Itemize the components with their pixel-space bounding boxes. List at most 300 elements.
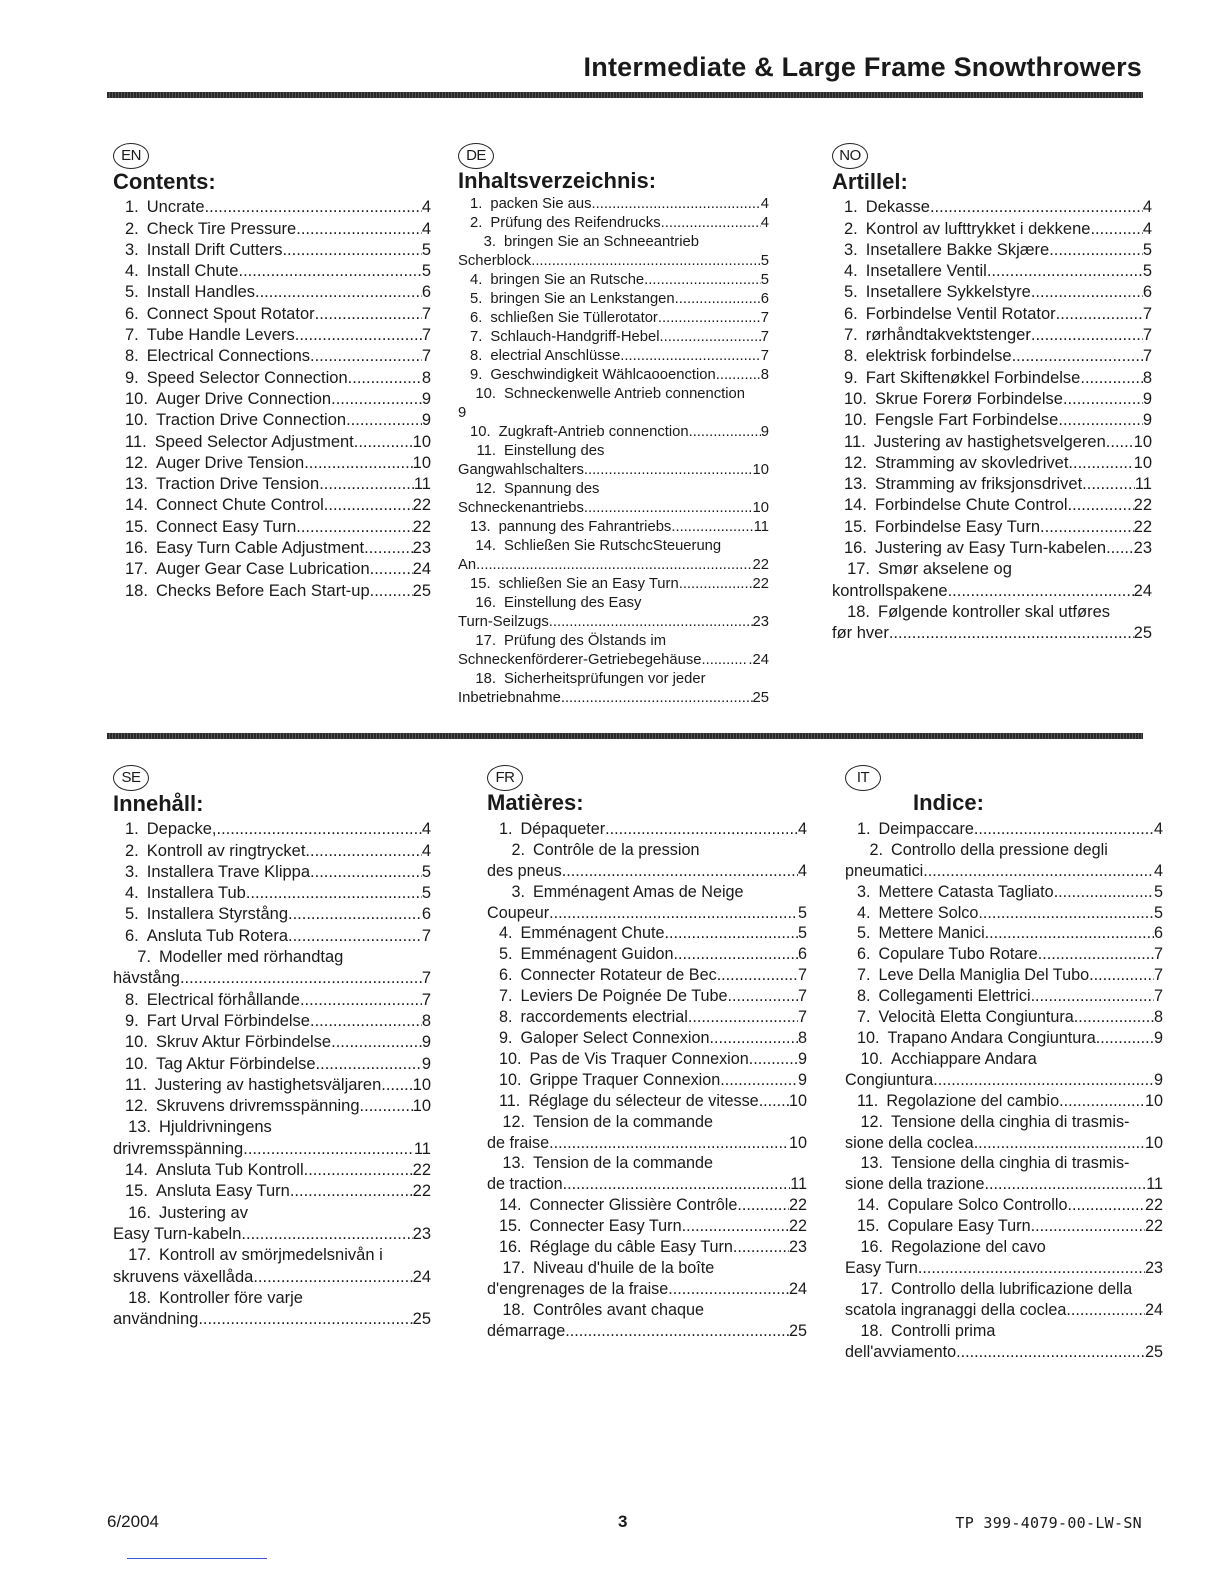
entry-label: Justering av (159, 1203, 248, 1222)
entry-page: 8 (421, 1011, 431, 1030)
entry-number: 8. (857, 987, 871, 1006)
toc-entry (113, 410, 431, 431)
dot-leader (620, 347, 760, 366)
entry-label: Collegamenti Elettrici (878, 987, 1031, 1006)
dot-leader (238, 261, 421, 282)
entry-page: 10 (412, 1075, 431, 1094)
entry-number: 6. (125, 926, 139, 945)
entry-page: 4 (421, 820, 431, 839)
dot-leader (668, 1279, 789, 1300)
entry-page: 10 (1133, 432, 1152, 451)
entry-page: 22 (412, 1161, 431, 1180)
toc-entry (113, 904, 431, 925)
entry-number: 14. (499, 1196, 522, 1215)
entry-label: Prüfung des Ölstands im (504, 633, 667, 649)
dot-leader (689, 423, 761, 442)
entry-label: Forbindelse Chute Control (874, 496, 1068, 515)
entry-label-continued: kontrollspakene (832, 581, 948, 600)
entry-number: 13. (844, 475, 867, 494)
entry-number: 9. (125, 368, 139, 387)
entry-label: Einstellung des Easy (504, 595, 642, 611)
toc-entry (113, 197, 431, 218)
entry-page: 6 (1153, 924, 1163, 943)
entry-page: 5 (1142, 262, 1152, 281)
entry-page: 23 (752, 614, 769, 630)
dot-leader (710, 1028, 798, 1049)
entry-number: 5. (470, 291, 483, 307)
entry-number: 7. (137, 948, 151, 967)
entry-number: 11. (857, 1091, 879, 1110)
entry-page: 23 (788, 1238, 807, 1257)
entry-label-continued: Gangwahlschalters (458, 462, 584, 478)
entry-number: 16. (125, 539, 148, 558)
section-it (845, 765, 1163, 1362)
entry-page: 7 (421, 347, 431, 366)
entry-page: 8 (797, 1028, 807, 1047)
toc-entry (113, 368, 431, 389)
dot-leader (759, 1091, 789, 1112)
entry-label: Galoper Select Connexion (520, 1028, 710, 1047)
link-underline[interactable] (127, 1558, 267, 1559)
entry-page: 22 (752, 576, 769, 592)
entry-label: Install Drift Cutters (146, 240, 283, 259)
entry-label: electrial Anschlüsse (490, 348, 621, 364)
dot-leader (346, 410, 422, 431)
entry-label: Tension de la commande (533, 1112, 713, 1131)
entry-number: 3. (844, 240, 858, 259)
toc-entry (845, 986, 1163, 1007)
toc-entry (832, 495, 1152, 516)
toc-entry (487, 1300, 807, 1342)
entry-number: 6. (499, 966, 513, 985)
toc-entry (845, 1237, 1163, 1279)
entry-label: Forbindelse Easy Turn (874, 517, 1041, 536)
entry-number: 10. (860, 1049, 883, 1068)
entry-label-continued: Schneckenförderer-Getriebegehäuse (458, 652, 702, 668)
entry-label: Justering av Easy Turn-kabelen (874, 539, 1107, 558)
entry-label: Tube Handle Levers (146, 326, 295, 345)
entry-page: 5 (421, 862, 431, 881)
entry-number: 7. (125, 326, 139, 345)
toc-entry (113, 862, 431, 883)
dot-leader (720, 1070, 798, 1091)
entry-page: 4 (797, 819, 807, 838)
entry-label: Acchiappare Andara (891, 1049, 1037, 1068)
toc-entry (113, 1054, 431, 1075)
entry-number: 12. (844, 453, 867, 472)
toc-entry (458, 385, 769, 423)
dot-leader (984, 1174, 1146, 1195)
entry-number: 15. (499, 1217, 522, 1236)
entry-label: Copulare Solco Controllo (887, 1196, 1068, 1215)
entry-page: 10 (412, 432, 431, 451)
page-title: Intermediate & Large Frame Snowthrowers (583, 52, 1142, 82)
dot-leader (985, 923, 1154, 944)
entry-label: Geschwindigkeit Wählcaooenction (490, 367, 716, 383)
dot-leader (660, 328, 761, 347)
entry-number: 4. (499, 924, 513, 943)
entry-label: Connect Easy Turn (155, 517, 297, 536)
dot-leader (1074, 1007, 1154, 1028)
entry-label: Schlauch-Handgriff-Hebel (490, 329, 660, 345)
entry-number: 2. (844, 219, 858, 238)
toc-entry (458, 309, 769, 328)
entry-number: 14. (857, 1196, 880, 1215)
dot-leader (1031, 1216, 1145, 1237)
toc-entry (832, 389, 1152, 410)
toc-list-se (113, 819, 431, 1330)
toc-entry (487, 944, 807, 965)
entry-page: 25 (752, 690, 769, 706)
entry-page: 10 (1144, 1133, 1163, 1152)
dot-leader (933, 1070, 1154, 1091)
toc-entry (487, 1216, 807, 1237)
entry-number: 7. (857, 966, 871, 985)
entry-label: Fart Skiftenøkkel Forbindelse (865, 368, 1081, 387)
dot-leader (1068, 495, 1134, 516)
toc-entry (845, 903, 1163, 924)
entry-number: 2. (470, 215, 483, 231)
entry-label: bringen Sie an Lenkstangen (490, 291, 675, 307)
entry-label-continued: Inbetriebnahme (458, 690, 561, 706)
entry-label-continued: des pneus (487, 861, 562, 880)
dot-leader (360, 1096, 413, 1117)
entry-label-continued: drivremsspänning (113, 1139, 244, 1158)
entry-number: 14. (475, 538, 496, 554)
dot-leader (198, 1309, 412, 1330)
entry-number: 14. (844, 496, 867, 515)
toc-list-de (458, 195, 769, 708)
entry-page: 22 (788, 1217, 807, 1236)
entry-label: Speed Selector Adjustment (154, 432, 354, 451)
dot-leader (658, 309, 761, 328)
toc-entry (487, 1153, 807, 1195)
entry-page: 10 (412, 453, 431, 472)
dot-leader (1063, 389, 1143, 410)
toc-entry (487, 1258, 807, 1300)
entry-page: 9 (1142, 411, 1152, 430)
dot-leader (688, 1007, 798, 1028)
dot-leader (1038, 944, 1154, 965)
dot-leader (310, 862, 422, 883)
entry-label: Følgende kontroller skal utføres (878, 602, 1111, 621)
entry-page: 22 (412, 496, 431, 515)
dot-leader (476, 556, 752, 575)
entry-number: 4. (125, 262, 139, 281)
section-fr (487, 765, 807, 1342)
entry-page: 7 (1142, 347, 1152, 366)
toc-entry (832, 261, 1152, 282)
dot-leader (661, 214, 761, 233)
entry-label: Kontroll av smörjmedelsnivån i (159, 1246, 383, 1265)
entry-label: Install Chute (146, 262, 239, 281)
entry-label: Electrical förhållande (146, 990, 300, 1009)
toc-entry (832, 453, 1152, 474)
entry-page: 22 (752, 557, 769, 573)
entry-page: 10 (412, 1097, 431, 1116)
entry-number: 10. (125, 1054, 148, 1073)
entry-label: Zugkraft-Antrieb connenction (498, 424, 689, 440)
dot-leader (1031, 986, 1154, 1007)
toc-entry (113, 261, 431, 282)
entry-page: 5 (1153, 903, 1163, 922)
toc-entry (458, 632, 769, 670)
dot-leader (974, 1133, 1145, 1154)
entry-page: 9 (1153, 1070, 1163, 1089)
entry-page: 10 (752, 462, 769, 478)
entry-number: 10. (125, 1033, 148, 1052)
entry-number: 17. (128, 1246, 151, 1265)
entry-label-continued: hävstång (113, 969, 180, 988)
entry-label: raccordements electrial (520, 1008, 688, 1027)
dot-leader (324, 495, 413, 516)
entry-label: Justering av hastighetsvelgeren (873, 432, 1106, 451)
entry-number: 18. (502, 1300, 525, 1319)
entry-number: 17. (860, 1279, 883, 1298)
toc-entry (832, 474, 1152, 495)
entry-label: Schließen Sie RutschcSteuerung (504, 538, 722, 554)
dot-leader (364, 538, 413, 559)
entry-number: 8. (125, 990, 139, 1009)
entry-label: Auger Drive Tension (155, 453, 305, 472)
dot-leader (1040, 517, 1134, 538)
entry-page: 5 (797, 903, 807, 922)
toc-entry (113, 1096, 431, 1117)
toc-entry (458, 518, 769, 537)
dot-leader (531, 252, 761, 271)
dot-leader (974, 819, 1154, 840)
language-badge-se: SE (113, 765, 149, 791)
dot-leader (316, 1054, 422, 1075)
language-badge-en: EN (113, 143, 149, 169)
toc-entry (458, 575, 769, 594)
dot-leader (1067, 1195, 1145, 1216)
toc-entry (113, 883, 431, 904)
toc-entry (832, 410, 1152, 431)
toc-entry (458, 290, 769, 309)
dot-leader (737, 1195, 789, 1216)
entry-page: 24 (412, 560, 431, 579)
dot-leader (1082, 474, 1135, 495)
entry-label: Skruv Aktur Förbindelse (155, 1033, 332, 1052)
entry-page: 8 (1142, 368, 1152, 387)
entry-number: 6. (857, 945, 871, 964)
entry-label: Insetallere Ventil (865, 262, 987, 281)
entry-number: 2. (511, 840, 525, 859)
entry-page: 9 (1153, 1028, 1163, 1047)
entry-page: 9 (1142, 389, 1152, 408)
dot-leader (305, 841, 421, 862)
entry-page: 25 (412, 1310, 431, 1329)
toc-entry (487, 1028, 807, 1049)
entry-page: 7 (421, 990, 431, 1009)
dot-leader (300, 990, 422, 1011)
dot-leader (255, 282, 422, 303)
entry-label: Traction Drive Connection (155, 411, 347, 430)
dot-leader (733, 1237, 789, 1258)
entry-page: 7 (760, 329, 769, 345)
entry-page: 25 (412, 581, 431, 600)
toc-entry (113, 389, 431, 410)
toc-entry (458, 480, 769, 518)
entry-page: 11 (790, 1175, 807, 1194)
dot-leader (605, 819, 798, 840)
toc-entry (113, 1032, 431, 1053)
entry-page: 8 (421, 368, 431, 387)
entry-number: 2. (125, 219, 139, 238)
toc-entry (487, 1049, 807, 1070)
entry-page: 22 (412, 517, 431, 536)
entry-page: 4 (797, 861, 807, 880)
dot-leader (1090, 219, 1142, 240)
entry-label: Ansluta Easy Turn (155, 1182, 290, 1201)
toc-entry (113, 219, 431, 240)
section-de (458, 143, 769, 708)
toc-entry (487, 965, 807, 986)
toc-entry (458, 214, 769, 233)
entry-page: 5 (421, 262, 431, 281)
toc-entry (458, 366, 769, 385)
toc-entry (487, 840, 807, 882)
entry-page: 7 (760, 348, 769, 364)
entry-label: Contrôles avant chaque (533, 1300, 704, 1319)
entry-number: 18. (128, 1288, 151, 1307)
entry-number: 5. (499, 945, 513, 964)
toc-entry (487, 1112, 807, 1154)
toc-list-en (113, 197, 431, 602)
entry-page: 11 (1134, 475, 1152, 494)
entry-label: Sicherheitsprüfungen vor jeder (504, 671, 706, 687)
entry-label: Dekasse (865, 198, 930, 217)
entry-label: Tensione della cinghia di trasmis- (891, 1154, 1130, 1173)
entry-page: 7 (760, 310, 769, 326)
toc-entry (113, 926, 431, 947)
entry-label: Copulare Easy Turn (887, 1217, 1031, 1236)
dot-leader (381, 1075, 412, 1096)
entry-label: Checks Before Each Start-up (155, 581, 370, 600)
dot-leader (930, 197, 1143, 218)
toc-entry (832, 219, 1152, 240)
entry-number: 13. (470, 519, 491, 535)
toc-entry (113, 1117, 431, 1160)
entry-page: 25 (788, 1321, 807, 1340)
entry-page: 7 (797, 987, 807, 1006)
dot-leader (682, 1216, 789, 1237)
entry-page: 4 (421, 198, 431, 217)
toc-entry (845, 965, 1163, 986)
dot-leader (1096, 1028, 1154, 1049)
section-heading-de: Inhaltsverzeichnis: (458, 168, 657, 193)
toc-entry (832, 282, 1152, 303)
entry-label: Kontroll av ringtrycket (146, 841, 306, 860)
dot-leader (717, 965, 798, 986)
dot-leader (671, 518, 753, 537)
section-heading-se: Innehåll: (113, 791, 204, 816)
toc-entry (113, 453, 431, 474)
entry-number: 17. (502, 1258, 525, 1277)
entry-number: 11. (125, 1075, 147, 1094)
entry-label: Dépaqueter (520, 819, 606, 838)
entry-page: 5 (760, 253, 769, 269)
entry-number: 7. (470, 329, 483, 345)
dot-leader (1106, 538, 1134, 559)
entry-number: 1. (499, 819, 513, 838)
entry-number: 10. (475, 386, 496, 402)
entry-label: Installera Styrstång (146, 905, 288, 924)
entry-label-continued: de fraise (487, 1133, 550, 1152)
toc-entry (845, 882, 1163, 903)
entry-label: Réglage du câble Easy Turn (529, 1238, 733, 1257)
toc-entry (458, 442, 769, 480)
dot-leader (561, 689, 753, 708)
entry-page: 22 (412, 1182, 431, 1201)
entry-number: 2. (869, 840, 883, 859)
entry-number: 5. (844, 283, 858, 302)
dot-leader (370, 559, 413, 580)
language-badge-no: NO (832, 143, 868, 169)
entry-page: 11 (413, 475, 431, 494)
entry-label: Controlli prima (891, 1321, 996, 1340)
toc-entry (832, 197, 1152, 218)
toc-entry (845, 1007, 1163, 1028)
toc-entry (845, 1112, 1163, 1154)
entry-page: 7 (1142, 304, 1152, 323)
entry-label: Regolazione del cavo (891, 1238, 1046, 1257)
dot-leader (1080, 368, 1142, 389)
entry-page: 24 (788, 1279, 807, 1298)
entry-number: 11. (476, 443, 496, 459)
entry-label: Copulare Tubo Rotare (878, 945, 1038, 964)
entry-label: Stramming av friksjonsdrivet (874, 475, 1083, 494)
entry-number: 10. (844, 389, 867, 408)
dot-leader (978, 903, 1154, 924)
entry-number: 14. (125, 1161, 148, 1180)
toc-entry (113, 1203, 431, 1246)
entry-label: Réglage du sélecteur de vitesse (528, 1091, 759, 1110)
entry-label: Connecter Easy Turn (529, 1217, 682, 1236)
dot-leader (1054, 882, 1154, 903)
entry-number: 9. (470, 367, 483, 383)
entry-page: 22 (1144, 1217, 1163, 1236)
entry-page: 9 (421, 1054, 431, 1073)
toc-entry (832, 538, 1152, 559)
toc-entry (113, 432, 431, 453)
dot-leader (987, 261, 1143, 282)
entry-page: 11 (1146, 1175, 1163, 1194)
toc-entry (832, 346, 1152, 367)
toc-entry (458, 423, 769, 442)
toc-entry (487, 1195, 807, 1216)
entry-page: 10 (788, 1091, 807, 1110)
toc-list-no (832, 197, 1152, 644)
entry-label: Emménagent Amas de Neige (533, 882, 744, 901)
entry-label: Traction Drive Tension (155, 475, 320, 494)
dot-leader (674, 944, 798, 965)
toc-entry (832, 368, 1152, 389)
section-heading-en: Contents: (113, 169, 216, 194)
dot-leader (948, 581, 1134, 602)
toc-entry (458, 195, 769, 214)
entry-number: 12. (475, 481, 496, 497)
entry-page: 4 (1142, 198, 1152, 217)
dot-leader (319, 474, 414, 495)
entry-page: 11 (413, 1139, 431, 1158)
entry-number: 1. (125, 820, 139, 839)
entry-page: 8 (1153, 1008, 1163, 1027)
entry-number: 7. (499, 987, 513, 1006)
entry-page: 5 (421, 884, 431, 903)
dot-leader (675, 290, 761, 309)
